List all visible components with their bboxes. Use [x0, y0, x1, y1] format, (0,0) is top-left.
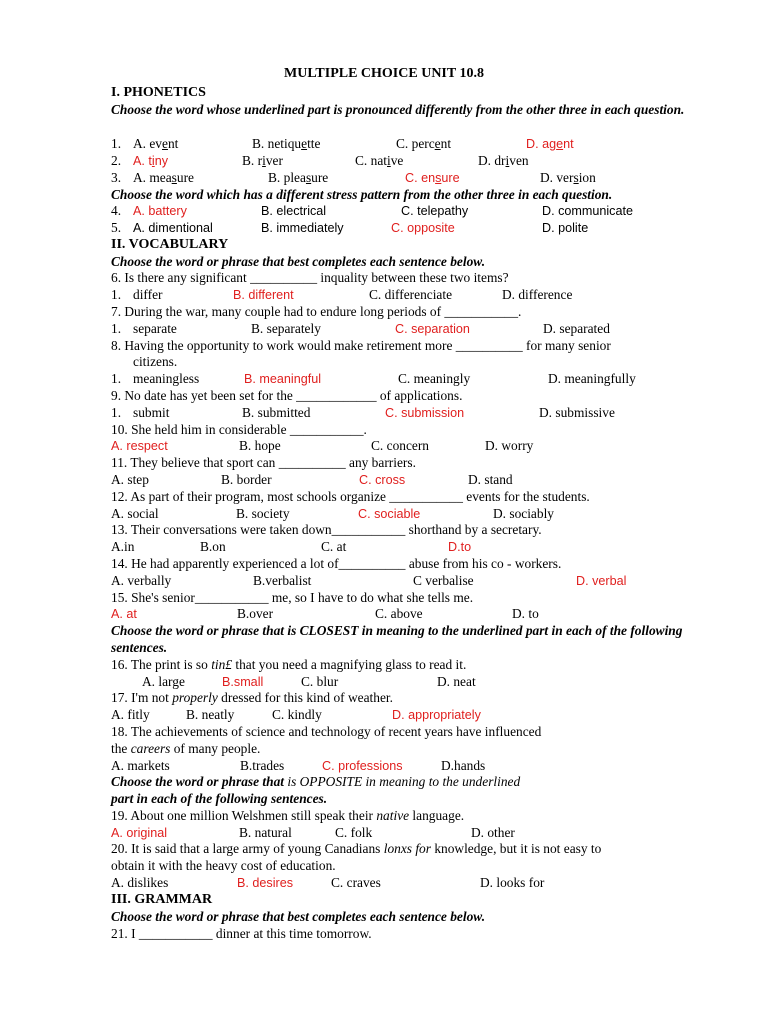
q11-option-b: B. border — [221, 472, 272, 487]
q7-option-a: separate — [133, 321, 177, 336]
instruction-stress: Choose the word which has a different stress pattern from the other three in each question. — [111, 187, 613, 202]
question-12-options — [111, 506, 708, 523]
q18-option-a: A. markets — [111, 758, 170, 773]
question-7-options: 1. separate B. separately C. separation D. separated — [111, 321, 610, 336]
q15-option-c: C. above — [375, 606, 423, 621]
question-5: 5. A. dimentional B. immediately C. opposite D. polite — [111, 220, 589, 235]
q11-option-d: D. stand — [468, 472, 513, 487]
q5-option-d: D. polite — [542, 221, 589, 235]
q15-option-a-answer: A. at — [111, 607, 137, 621]
q2-option-c: C. native — [355, 153, 404, 168]
q1-option-a: A. event — [133, 136, 179, 151]
q3-option-a: A. measure — [133, 170, 194, 185]
question-18-stem-cont: the careers of many people. — [111, 741, 261, 756]
q16-option-d: D. neat — [437, 674, 476, 689]
q2-option-d: D. driven — [478, 153, 529, 168]
question-4: 4. A. battery B. electrical C. telepathy D. communicate — [111, 203, 633, 218]
q4-option-c: C. telepathy — [401, 204, 469, 218]
q20-option-b-answer: B. desires — [237, 876, 293, 890]
question-9-stem: 9. No date has yet been set for the ____________ of applications. — [111, 388, 463, 403]
q9-option-d: D. submissive — [539, 405, 615, 420]
q3-option-d: D. version — [540, 170, 596, 185]
question-19-stem: 19. About one million Welshmen still speak their native language. — [111, 808, 465, 823]
q12-option-d: D. sociably — [493, 506, 554, 521]
q2-option-b: B. river — [242, 153, 283, 168]
q8-option-c: C. meaningly — [398, 371, 471, 386]
q18-option-d: D.hands — [441, 758, 486, 773]
q13-option-b: B.on — [200, 539, 226, 554]
question-13-stem: 13. Their conversations were taken down___________ shorthand by a secretary. — [111, 522, 542, 537]
question-14-options — [111, 573, 708, 590]
q14-option-d-answer: D. verbal — [576, 574, 627, 588]
instruction-opposite: Choose the word or phrase that is OPPOSITE in meaning to the underlined part in each of the following sentences. — [111, 774, 521, 806]
q8-option-b-answer: B. meaningful — [244, 372, 322, 386]
page-title: MULTIPLE CHOICE UNIT 10.8 — [284, 66, 484, 81]
q7-option-c-answer: C. separation — [395, 322, 470, 336]
q3-option-c-answer: C. ensure — [405, 171, 460, 185]
q5-option-b: B. immediately — [261, 221, 344, 235]
instruction-pronounce: Choose the word whose underlined part is pronounced differently from the other three in each question. — [111, 102, 685, 117]
q9-option-c-answer: C. submission — [385, 406, 465, 420]
q19-option-b: B. natural — [239, 825, 292, 840]
q5-option-a: A. dimentional — [133, 221, 213, 235]
q17-option-b: B. neatly — [186, 707, 235, 722]
q12-option-c-answer: C. sociable — [358, 507, 421, 521]
section-vocabulary: II. VOCABULARY — [111, 237, 229, 252]
q15-option-d: D. to — [512, 606, 539, 621]
q17-option-c: C. kindly — [272, 707, 322, 722]
q15-option-b: B.over — [237, 606, 274, 621]
question-16-options — [111, 674, 708, 691]
q11-option-c-answer: C. cross — [359, 473, 406, 487]
q18-option-c-answer: C. professions — [322, 759, 403, 773]
q7-option-d: D. separated — [543, 321, 610, 336]
q10-option-a-answer: A. respect — [111, 439, 168, 453]
question-2: 2. A. tiny B. river C. native D. driven — [111, 153, 529, 168]
q10-option-d: D. worry — [485, 438, 534, 453]
question-12-stem: 12. As part of their program, most schools organize ___________ events for the students. — [111, 489, 590, 504]
question-19-options — [111, 825, 708, 842]
question-11-stem: 11. They believe that sport can __________ any barriers. — [111, 455, 416, 470]
question-20-options — [111, 875, 708, 892]
question-17-options — [111, 707, 708, 724]
q6-option-a: differ — [133, 287, 163, 302]
question-10-stem: 10. She held him in considerable ___________. — [111, 422, 367, 437]
question-1: 1. A. event B. netiquette C. percent D. agent — [111, 136, 574, 151]
question-13-options — [111, 539, 708, 556]
question-21-stem: 21. I ___________ dinner at this time tomorrow. — [111, 926, 372, 941]
q12-option-a: A. social — [111, 506, 159, 521]
q17-option-d-answer: D. appropriately — [392, 708, 481, 722]
question-8-options: 1. meaningless B. meaningful C. meaningly D. meaningfully — [111, 371, 636, 386]
q14-option-c: C verbalise — [413, 573, 474, 588]
q16-option-a: A. large — [142, 674, 185, 689]
q5-option-c-answer: C. opposite — [391, 221, 455, 235]
q17-option-a: A. fitly — [111, 707, 150, 722]
q16-option-b-answer: B.small — [222, 675, 264, 689]
q10-option-b: B. hope — [239, 438, 281, 453]
question-9-options: 1. submit B. submitted C. submission D. submissive — [111, 405, 615, 420]
q8-option-a: meaningless — [133, 371, 200, 386]
q4-option-d: D. communicate — [542, 204, 633, 218]
q13-option-c: C. at — [321, 539, 347, 554]
q20-option-d: D. looks for — [480, 875, 545, 890]
q13-option-a: A.in — [111, 539, 135, 554]
question-16-stem: 16. The print is so tin£ that you need a magnifying glass to read it. — [111, 657, 467, 672]
question-18-options — [111, 758, 708, 775]
q8-option-d: D. meaningfully — [548, 371, 636, 386]
question-17-stem: 17. I'm not properly dressed for this kind of weather. — [111, 690, 393, 705]
q14-option-a: A. verbally — [111, 573, 172, 588]
question-8-stem: 8. Having the opportunity to work would make retirement more __________ for many senior — [111, 338, 611, 353]
q3-option-b: B. pleasure — [268, 170, 329, 185]
q19-option-d: D. other — [471, 825, 515, 840]
q20-option-a: A. dislikes — [111, 875, 169, 890]
q12-option-b: B. society — [236, 506, 290, 521]
q1-option-c: C. percent — [396, 136, 452, 151]
question-20-stem-cont: obtain it with the heavy cost of education. — [111, 858, 336, 873]
q16-option-c: C. blur — [301, 674, 339, 689]
question-20-stem: 20. It is said that a large army of young Canadians lonxs for knowledge, but it is not easy to — [111, 841, 602, 856]
instruction-closest: Choose the word or phrase that is CLOSEST in meaning to the underlined part in each of the following sentences. — [111, 623, 683, 655]
q11-option-a: A. step — [111, 472, 149, 487]
q18-option-b: B.trades — [240, 758, 285, 773]
section-phonetics: I. PHONETICS — [111, 85, 206, 100]
q2-option-a-answer: A. tiny — [133, 154, 169, 168]
q10-option-c: C. concern — [371, 438, 430, 453]
q9-option-b: B. submitted — [242, 405, 311, 420]
q1-option-b: B. netiquette — [252, 136, 321, 151]
question-18-stem: 18. The achievements of science and technology of recent years have influenced — [111, 724, 542, 739]
q9-option-a: submit — [133, 405, 170, 420]
question-7-stem: 7. During the war, many couple had to endure long periods of ___________. — [111, 304, 522, 319]
q1-option-d-answer: D. agent — [526, 137, 574, 151]
q4-option-a-answer: A. battery — [133, 204, 187, 218]
question-15-stem: 15. She's senior___________ me, so I have to do what she tells me. — [111, 590, 474, 605]
q4-option-b: B. electrical — [261, 204, 327, 218]
question-15-options — [111, 606, 708, 623]
q6-option-d: D. difference — [502, 287, 573, 302]
q19-option-a-answer: A. original — [111, 826, 168, 840]
q19-option-c: C. folk — [335, 825, 373, 840]
q7-option-b: B. separately — [251, 321, 321, 336]
question-10-options — [111, 438, 708, 455]
q6-option-b-answer: B. different — [233, 288, 294, 302]
section-grammar: III. GRAMMAR — [111, 892, 213, 907]
instruction-complete: Choose the word or phrase that best completes each sentence below. — [111, 254, 486, 269]
question-3: 3. A. measure B. pleasure C. ensure D. version — [111, 170, 596, 185]
q20-option-c: C. craves — [331, 875, 381, 890]
question-14-stem: 14. He had apparently experienced a lot of__________ abuse from his co - workers. — [111, 556, 562, 571]
q14-option-b: B.verbalist — [253, 573, 312, 588]
question-6-stem: 6. Is there any significant __________ inquality between these two items? — [111, 270, 509, 285]
question-8-stem-cont: citizens. — [133, 354, 178, 369]
q6-option-c: C. differenciate — [369, 287, 453, 302]
q13-option-d-answer: D.to — [448, 540, 472, 554]
instruction-complete-grammar: Choose the word or phrase that best completes each sentence below. — [111, 909, 486, 924]
question-11-options — [111, 472, 708, 489]
question-6-options: 1. differ B. different C. differenciate D. difference — [111, 287, 573, 302]
